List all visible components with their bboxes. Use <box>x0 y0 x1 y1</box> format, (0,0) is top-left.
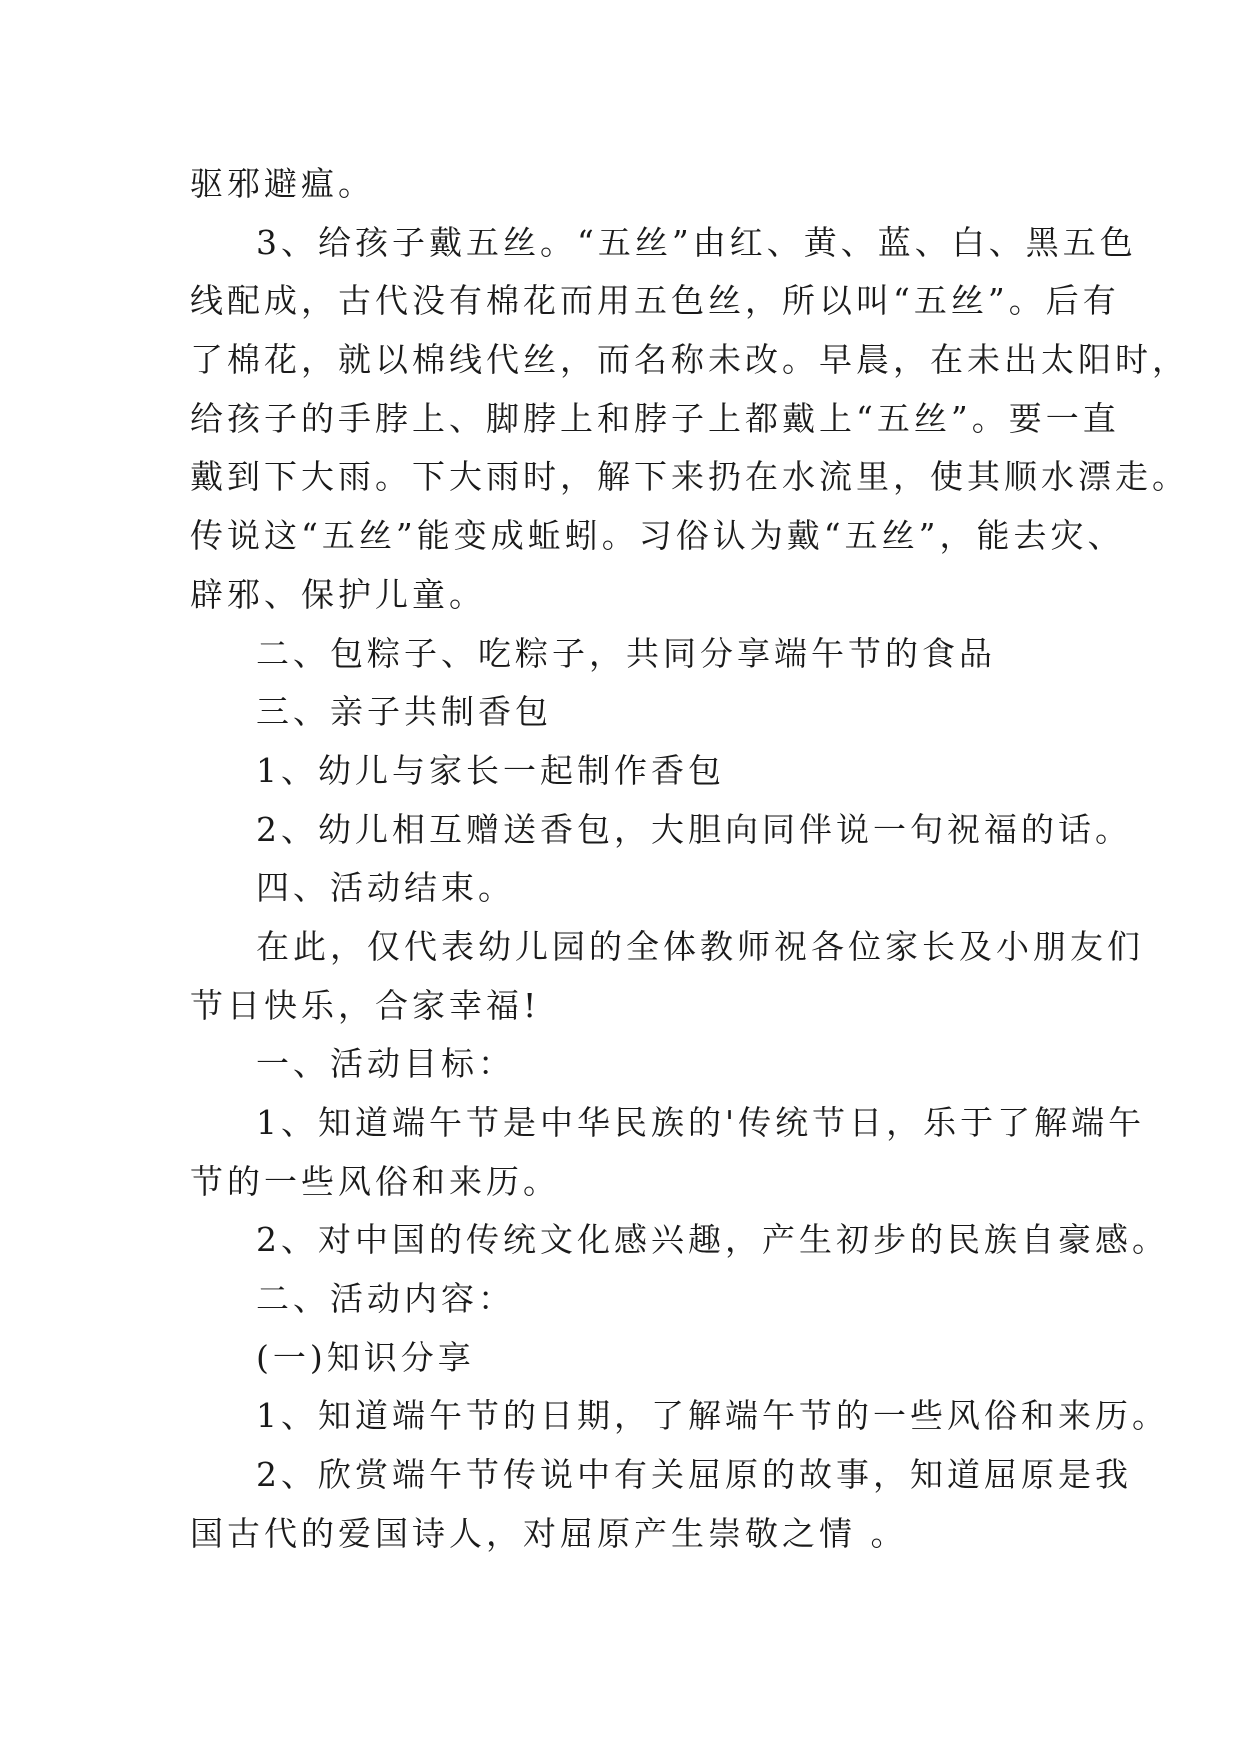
text-line: 节日快乐，合家幸福! <box>190 985 541 1025</box>
subsection-heading: (一)知识分享 <box>256 1337 475 1377</box>
list-item: 1、幼儿与家长一起制作香包 <box>256 750 725 790</box>
text-line: 在此，仅代表幼儿园的全体教师祝各位家长及小朋友们 <box>256 926 1144 966</box>
text-line: 给孩子的手脖上、脚脖上和脖子上都戴上“五丝”。要一直 <box>190 398 1120 438</box>
document-body <box>190 155 1189 1564</box>
text-line: 驱邪避瘟。 <box>190 164 375 203</box>
list-item: 1、知道端午节的日期，了解端午节的一些风俗和来历。 <box>256 1396 1169 1436</box>
list-item: 1、知道端午节是中华民族的'传统节日，乐于了解端午 <box>256 1103 1146 1142</box>
text-line: 线配成，古代没有棉花而用五色丝，所以叫“五丝”。后有 <box>190 281 1120 321</box>
text-line: 传说这“五丝”能变成蚯蚓。习俗认为戴“五丝”，能去灾、 <box>190 516 1125 556</box>
section-heading: 二、活动内容： <box>256 1279 515 1319</box>
section-heading: 四、活动结束。 <box>256 868 515 908</box>
text-line: 节的一些风俗和来历。 <box>190 1161 560 1201</box>
list-item: 2、欣赏端午节传说中有关屈原的故事，知道屈原是我 <box>256 1455 1132 1495</box>
text-line: 辟邪、保护儿童。 <box>190 574 486 614</box>
list-item: 2、对中国的传统文化感兴趣，产生初步的民族自豪感。 <box>256 1220 1169 1260</box>
text-line: 戴到下大雨。下大雨时，解下来扔在水流里，使其顺水漂走。 <box>190 457 1189 497</box>
section-heading: 二、包粽子、吃粽子，共同分享端午节的食品 <box>256 633 996 673</box>
list-item: 2、幼儿相互赠送香包，大胆向同伴说一句祝福的话。 <box>256 809 1132 849</box>
text-line: 国古代的爱国诗人，对屈原产生崇敬之情 。 <box>190 1513 908 1553</box>
section-heading: 三、亲子共制香包 <box>256 692 552 732</box>
text-line: 3、给孩子戴五丝。“五丝”由红、黄、蓝、白、黑五色 <box>256 222 1137 262</box>
text-line: 了棉花，就以棉线代丝，而名称未改。早晨，在未出太阳时， <box>190 340 1189 380</box>
section-heading: 一、活动目标： <box>256 1044 515 1084</box>
